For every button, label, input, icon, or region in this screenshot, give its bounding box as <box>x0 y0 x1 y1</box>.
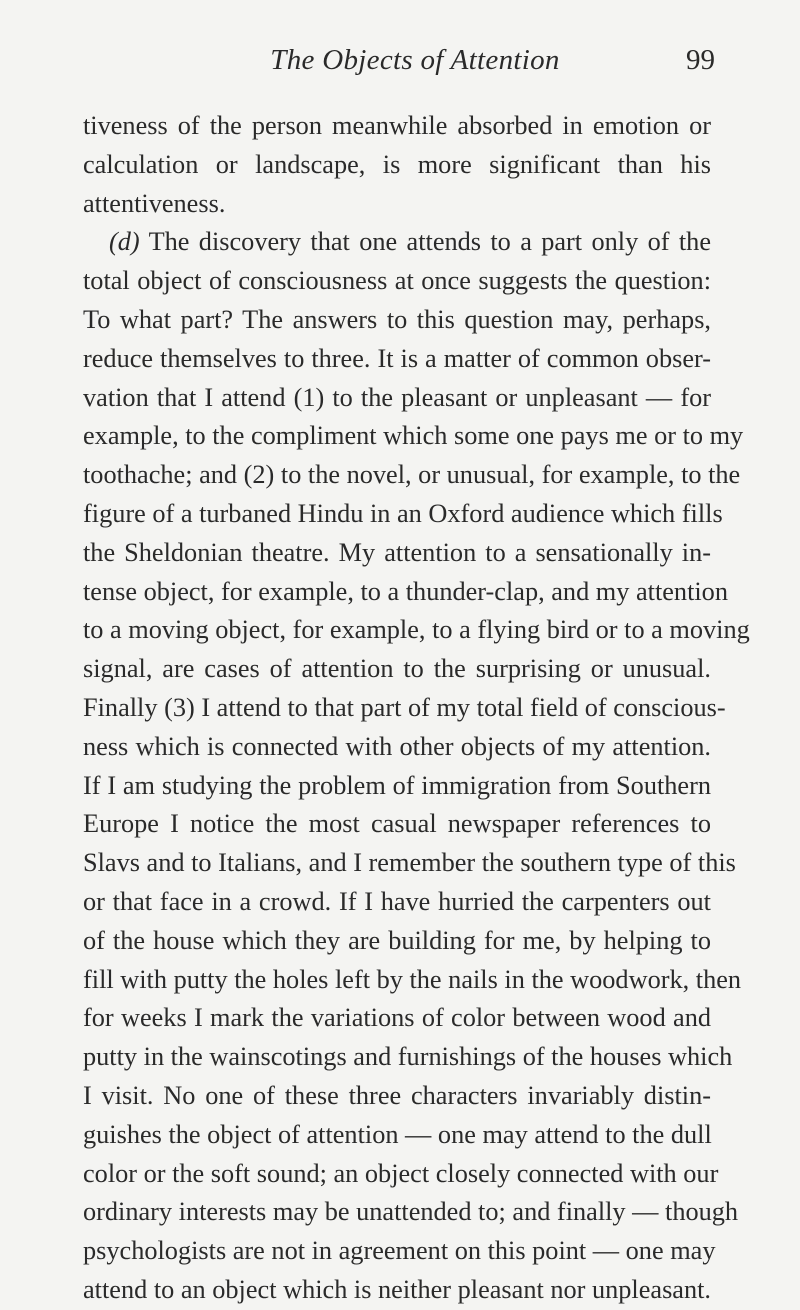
paragraph-start-line <box>83 223 711 262</box>
page-number: 99 <box>686 44 715 76</box>
text-line: attentiveness. <box>83 188 226 218</box>
text-line: fill with putty the holes left by the nails in the woodwork, then <box>83 964 742 994</box>
text-line: ordinary interests may be unattended to; and finally — though <box>83 1197 739 1227</box>
text-line: to a moving object, for example, to a flying bird or to a moving <box>83 615 750 645</box>
text-line: figure of a turbaned Hindu in an Oxford audience which fills <box>83 498 723 528</box>
text-line: the Sheldonian theatre. My attention to a sensationally in- <box>83 537 711 567</box>
body-text <box>83 107 750 1310</box>
text-line: toothache; and (2) to the novel, or unusual, for example, to the <box>83 460 741 490</box>
text-line: for weeks I mark the variations of color between wood and <box>83 1003 711 1033</box>
text-line: If I am studying the problem of immigration from Southern <box>83 770 711 800</box>
text-line: tense object, for example, to a thunder-clap, and my attention <box>83 576 728 606</box>
running-head <box>0 44 800 84</box>
text-line: psychologists are not in agreement on this point — one may <box>83 1236 716 1266</box>
text-line: color or the soft sound; an object closely connected with our <box>83 1158 719 1188</box>
text-line: reduce themselves to three. It is a matter of common obser- <box>83 343 711 373</box>
text-line: signal, are cases of attention to the surprising or unusual. <box>83 654 711 684</box>
text-line: example, to the compliment which some one pays me or to my <box>83 421 744 451</box>
text-line: of the house which they are building for me, by helping to <box>83 925 711 955</box>
text-line: Europe I notice the most casual newspaper references to <box>83 809 711 839</box>
text-line: total object of consciousness at once suggests the question: <box>83 266 711 296</box>
running-title: The Objects of Attention <box>270 44 560 76</box>
text-line: To what part? The answers to this question may, perhaps, <box>83 304 711 334</box>
text-line: vation that I attend (1) to the pleasant or unpleasant — for <box>83 382 711 412</box>
text-line: Slavs and to Italians, and I remember the southern type of this <box>83 848 736 878</box>
text-line: tiveness of the person meanwhile absorbed in emotion or <box>83 111 711 140</box>
text-line: ness which is connected with other objects of my attention. <box>83 731 711 761</box>
text-line: calculation or landscape, is more significant than his <box>83 149 711 179</box>
text-line: putty in the wainscotings and furnishings of the houses which <box>83 1042 733 1072</box>
text-line: Finally (3) I attend to that part of my total field of conscious- <box>83 692 726 722</box>
paragraph-marker: (d) <box>109 227 140 257</box>
text-line: guishes the object of attention — one may attend to the dull <box>83 1119 712 1149</box>
text-line: attend to an object which is neither pleasant nor unpleasant. <box>83 1274 712 1304</box>
text-line-content: The discovery that one attends to a part only of the <box>148 227 711 257</box>
text-line: I visit. No one of these three characters invariably distin- <box>83 1080 711 1110</box>
text-line: or that face in a crowd. If I have hurried the carpenters out <box>83 886 711 916</box>
